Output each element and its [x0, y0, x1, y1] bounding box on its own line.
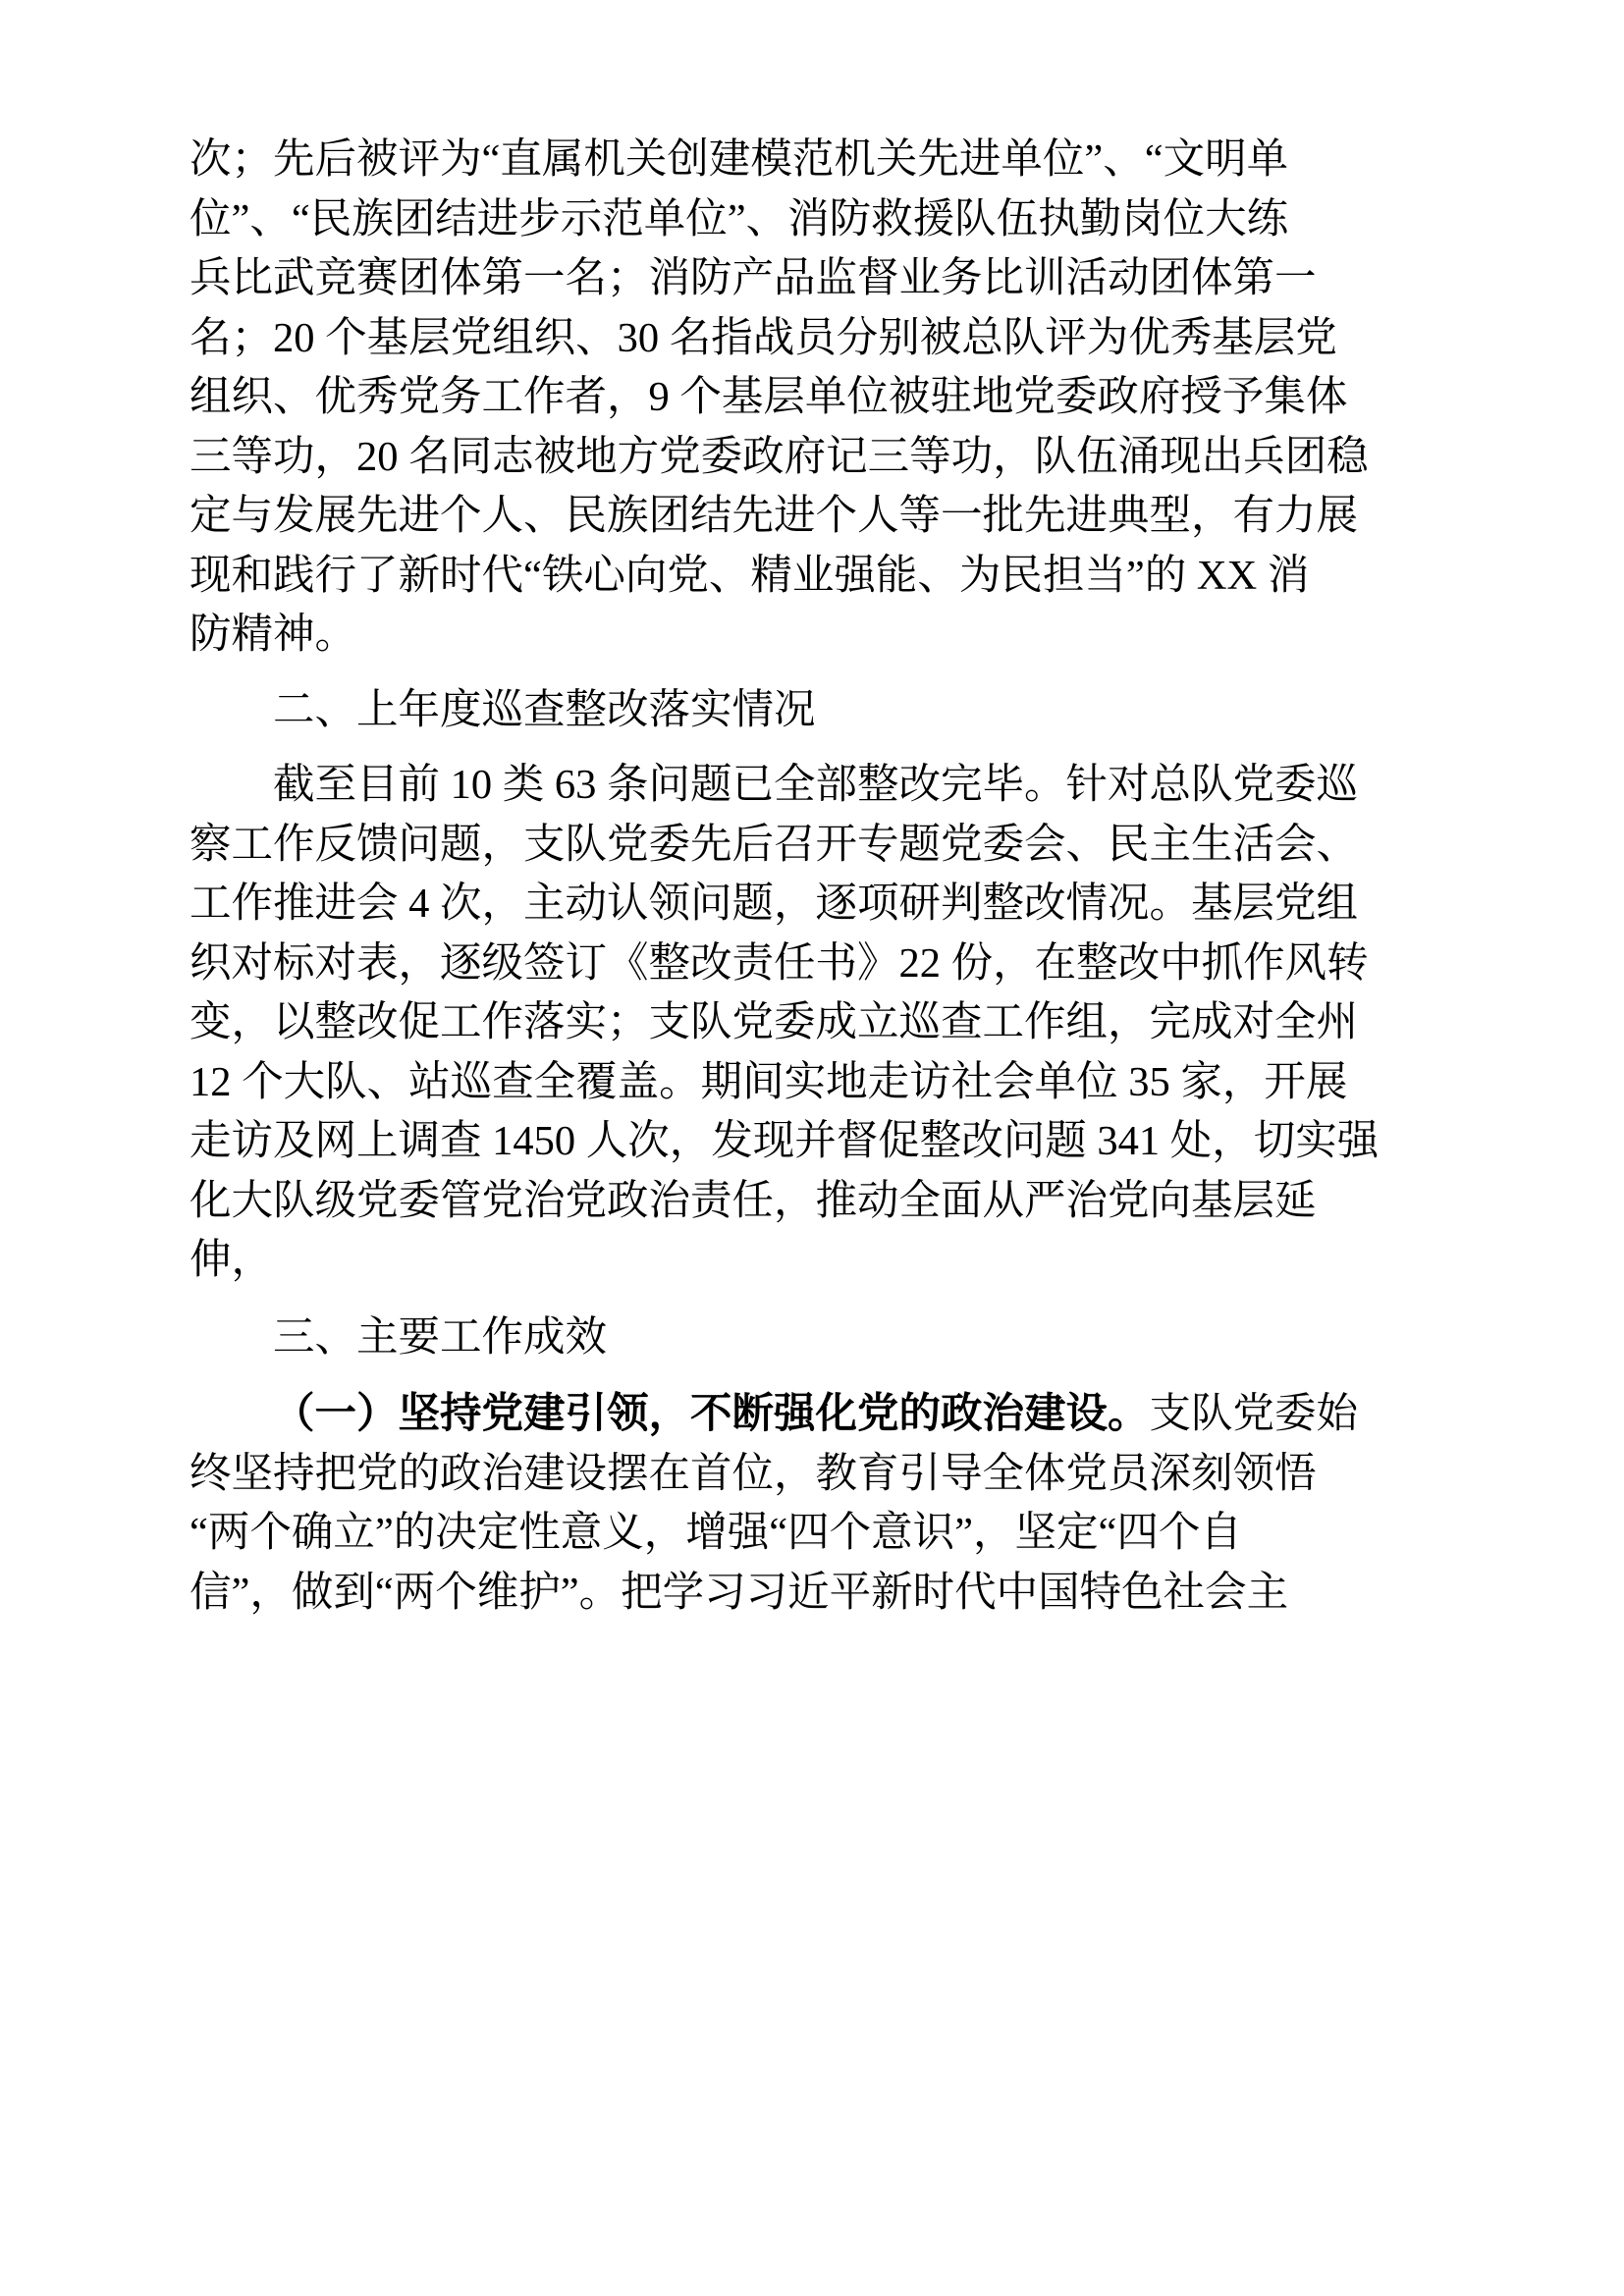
- text-line: 工作推进会 4 次，主动认领问题，逐项研判整改情况。基层党组: [189, 881, 1359, 927]
- text-line: 走访及网上调查 1450 人次，发现并督促整改问题 341 处，切实强: [189, 1118, 1380, 1164]
- text-line: 变，以整改促工作落实；支队党委成立巡查工作组，完成对全州: [189, 999, 1359, 1045]
- block-spacer: [189, 1291, 1444, 1308]
- text-line: 察工作反馈问题，支队党委先后召开专题党委会、民主生活会、: [189, 821, 1359, 868]
- text-line: 现和践行了新时代“铁心向党、精业强能、为民担当”的 XX 消: [189, 552, 1310, 599]
- paragraph-achievements: [189, 131, 1444, 666]
- document-body: [189, 131, 1444, 1623]
- text-line: 组织、优秀党务工作者，9 个基层单位被驻地党委政府授予集体: [189, 374, 1348, 420]
- text-line: 三等功，20 名同志被地方党委政府记三等功，队伍涌现出兵团稳: [189, 433, 1369, 480]
- text-line: 终坚持把党的政治建设摆在首位，教育引导全体党员深刻领悟: [189, 1450, 1317, 1497]
- text-line: 化大队级党委管党治党政治责任，推动全面从严治党向基层延: [189, 1177, 1317, 1224]
- paragraph-rectification: [189, 756, 1444, 1291]
- text-line: 位”、“民族团结进步示范单位”、消防救援队伍执勤岗位大练: [189, 195, 1289, 242]
- text-line: 织对标对表，逐级签订《整改责任书》22 份，在整改中抓作风转: [189, 939, 1369, 987]
- text-line: 伸，: [189, 1237, 274, 1283]
- block-spacer: [189, 1367, 1444, 1385]
- text-line: 名；20 个基层党组织、30 名指战员分别被总队评为优秀基层党: [189, 314, 1337, 361]
- text-line-tail: 支队党委始: [1149, 1391, 1359, 1437]
- block-spacer: [189, 666, 1444, 681]
- text-line: 防精神。: [189, 612, 357, 658]
- block-spacer: [189, 740, 1444, 756]
- text-line: 12 个大队、站巡查全覆盖。期间实地走访社会单位 35 家，开展: [189, 1058, 1348, 1105]
- heading-section-three: 三、主要工作成效: [273, 1313, 608, 1361]
- text-line-with-bold-lead: [189, 1385, 1444, 1445]
- text-line: “两个确立”的决定性意义，增强“四个意识”，坚定“四个自: [189, 1510, 1242, 1556]
- paragraph-subsection-one: [189, 1385, 1444, 1623]
- text-line: 截至目前 10 类 63 条问题已全部整改完毕。针对总队党委巡: [273, 762, 1359, 808]
- heading-section-two: 二、上年度巡查整改落实情况: [273, 686, 816, 733]
- text-line: 次；先后被评为“直属机关创建模范机关先进单位”、“文明单: [189, 136, 1289, 183]
- text-line: 定与发展先进个人、民族团结先进个人等一批先进典型，有力展: [189, 493, 1359, 539]
- text-line: 信”，做到“两个维护”。把学习习近平新时代中国特色社会主: [189, 1569, 1289, 1616]
- text-line: 兵比武竞赛团体第一名；消防产品监督业务比训活动团体第一: [189, 255, 1317, 301]
- bold-lead-run: （一）坚持党建引领，不断强化党的政治建设。: [273, 1391, 1150, 1437]
